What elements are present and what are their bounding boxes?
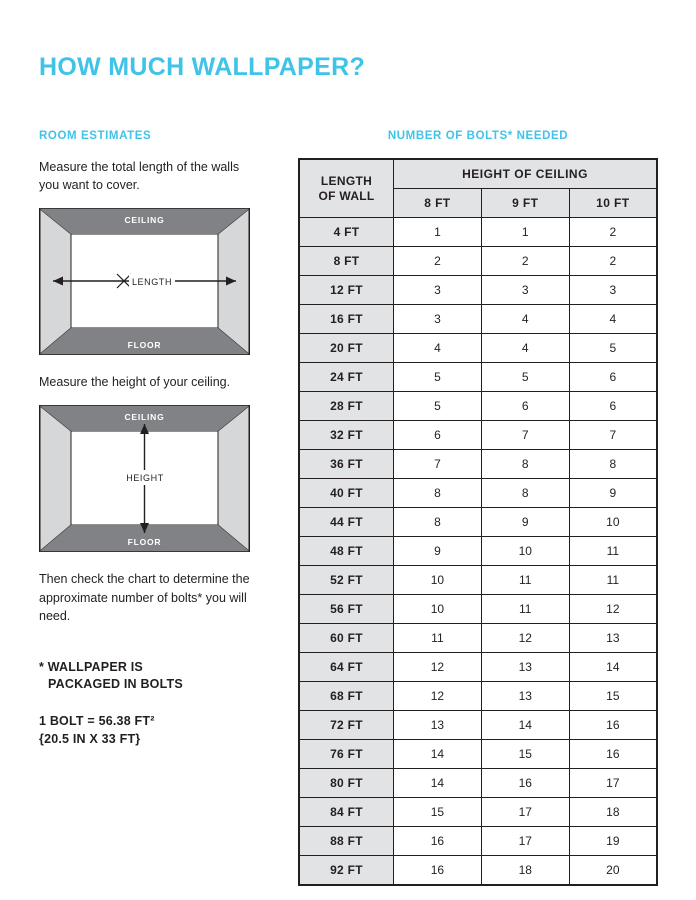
svg-text:HEIGHT: HEIGHT [126, 473, 164, 484]
table-row [299, 682, 657, 711]
table-row [299, 566, 657, 595]
svg-text:LENGTH: LENGTH [131, 277, 173, 288]
bolt-count-cell: 10 [394, 566, 482, 595]
bolt-count-cell: 16 [481, 769, 569, 798]
bolt-count-cell: 10 [394, 595, 482, 624]
bolts-table [298, 158, 658, 886]
row-label-length: 88 FT [299, 827, 394, 856]
row-label-length: 16 FT [299, 305, 394, 334]
table-heading: NUMBER OF BOLTS* NEEDED [387, 130, 569, 142]
row-label-length: 68 FT [299, 682, 394, 711]
corner-header-line-2: OF WALL [318, 188, 375, 203]
footnote-line-1: * WALLPAPER IS [39, 659, 143, 674]
bolt-count-cell: 11 [481, 566, 569, 595]
table-row [299, 856, 657, 886]
bolt-count-cell: 16 [394, 827, 482, 856]
bolt-count-cell: 10 [481, 537, 569, 566]
bolt-count-cell: 11 [569, 566, 657, 595]
svg-text:FLOOR: FLOOR [127, 340, 162, 351]
bolt-count-cell: 13 [481, 682, 569, 711]
row-label-length: 28 FT [299, 392, 394, 421]
table-header-row-1 [299, 159, 657, 189]
bolt-count-cell: 12 [394, 653, 482, 682]
bolt-count-cell: 13 [481, 653, 569, 682]
bolt-count-cell: 6 [394, 421, 482, 450]
bolt-count-cell: 16 [394, 856, 482, 886]
column-header-10ft: 10 FT [569, 189, 657, 218]
step-3-text: Then check the chart to determine the approximate number of bolts* you will need. [39, 572, 250, 623]
bolt-count-cell: 11 [569, 537, 657, 566]
bolt-size-note [39, 712, 259, 748]
table-row [299, 653, 657, 682]
row-label-length: 64 FT [299, 653, 394, 682]
table-row [299, 276, 657, 305]
room-diagram-length [39, 208, 250, 355]
bolt-count-cell: 12 [394, 682, 482, 711]
table-row [299, 450, 657, 479]
bolt-count-cell: 3 [569, 276, 657, 305]
table-row [299, 218, 657, 247]
table-row [299, 798, 657, 827]
column-header-8ft: 8 FT [394, 189, 482, 218]
row-label-length: 60 FT [299, 624, 394, 653]
table-row [299, 740, 657, 769]
bolt-count-cell: 4 [481, 334, 569, 363]
bolt-count-cell: 8 [481, 479, 569, 508]
svg-text:CEILING: CEILING [124, 412, 165, 423]
row-label-length: 8 FT [299, 247, 394, 276]
bolt-count-cell: 9 [569, 479, 657, 508]
table-row [299, 827, 657, 856]
bolt-count-cell: 5 [569, 334, 657, 363]
table-row [299, 247, 657, 276]
bolt-count-cell: 2 [394, 247, 482, 276]
bolt-count-cell: 12 [569, 595, 657, 624]
bolts-table-section [298, 130, 658, 886]
bolt-count-cell: 2 [569, 247, 657, 276]
row-label-length: 84 FT [299, 798, 394, 827]
bolt-count-cell: 3 [394, 276, 482, 305]
bolt-count-cell: 18 [481, 856, 569, 886]
row-label-length: 20 FT [299, 334, 394, 363]
bolt-size-line-2: {20.5 IN X 33 FT} [39, 731, 141, 746]
bolt-count-cell: 4 [569, 305, 657, 334]
bolt-count-cell: 10 [569, 508, 657, 537]
corner-header-length-of-wall [299, 159, 394, 218]
table-row [299, 711, 657, 740]
table-row [299, 595, 657, 624]
bolt-count-cell: 12 [481, 624, 569, 653]
bolt-count-cell: 9 [481, 508, 569, 537]
bolt-count-cell: 2 [569, 218, 657, 247]
table-row [299, 479, 657, 508]
table-body [299, 218, 657, 886]
table-row [299, 363, 657, 392]
table-row [299, 769, 657, 798]
bolt-count-cell: 1 [394, 218, 482, 247]
bolt-count-cell: 5 [394, 363, 482, 392]
bolt-count-cell: 17 [481, 827, 569, 856]
bolt-count-cell: 3 [394, 305, 482, 334]
row-label-length: 24 FT [299, 363, 394, 392]
column-header-9ft: 9 FT [481, 189, 569, 218]
bolt-count-cell: 6 [481, 392, 569, 421]
bolt-count-cell: 5 [394, 392, 482, 421]
bolt-count-cell: 8 [394, 508, 482, 537]
page-title: HOW MUCH WALLPAPER? [39, 52, 366, 81]
bolt-count-cell: 17 [569, 769, 657, 798]
bolt-count-cell: 19 [569, 827, 657, 856]
bolt-count-cell: 3 [481, 276, 569, 305]
bolt-count-cell: 13 [569, 624, 657, 653]
bolt-count-cell: 14 [394, 740, 482, 769]
footnote-wallpaper-bolts [39, 659, 259, 694]
svg-text:CEILING: CEILING [124, 215, 165, 226]
row-label-length: 36 FT [299, 450, 394, 479]
row-label-length: 40 FT [299, 479, 394, 508]
row-label-length: 80 FT [299, 769, 394, 798]
table-row [299, 508, 657, 537]
bolt-count-cell: 7 [569, 421, 657, 450]
room-estimates-column [39, 130, 259, 748]
row-label-length: 44 FT [299, 508, 394, 537]
row-label-length: 52 FT [299, 566, 394, 595]
step-2-text: Measure the height of your ceiling. [39, 375, 231, 390]
bolt-count-cell: 16 [569, 711, 657, 740]
bolt-count-cell: 18 [569, 798, 657, 827]
table-row [299, 537, 657, 566]
footnote-line-2: PACKAGED IN BOLTS [48, 677, 183, 692]
bolt-count-cell: 2 [481, 247, 569, 276]
row-label-length: 76 FT [299, 740, 394, 769]
row-label-length: 92 FT [299, 856, 394, 886]
row-label-length: 4 FT [299, 218, 394, 247]
bolt-count-cell: 8 [569, 450, 657, 479]
bolt-count-cell: 11 [481, 595, 569, 624]
bolt-count-cell: 9 [394, 537, 482, 566]
table-row [299, 624, 657, 653]
bolt-count-cell: 11 [394, 624, 482, 653]
bolt-count-cell: 16 [569, 740, 657, 769]
section-heading-room-estimates: ROOM ESTIMATES [39, 130, 152, 142]
bolt-count-cell: 15 [569, 682, 657, 711]
row-label-length: 32 FT [299, 421, 394, 450]
row-label-length: 56 FT [299, 595, 394, 624]
row-label-length: 12 FT [299, 276, 394, 305]
bolt-count-cell: 15 [394, 798, 482, 827]
step-1-text: Measure the total length of the walls you want to cover. [39, 160, 240, 193]
table-row [299, 421, 657, 450]
bolt-count-cell: 6 [569, 392, 657, 421]
bolt-count-cell: 15 [481, 740, 569, 769]
table-row [299, 334, 657, 363]
bolt-count-cell: 7 [394, 450, 482, 479]
room-diagram-height [39, 405, 250, 552]
svg-text:FLOOR: FLOOR [127, 537, 162, 548]
bolt-count-cell: 20 [569, 856, 657, 886]
bolt-count-cell: 5 [481, 363, 569, 392]
table-row [299, 305, 657, 334]
bolt-count-cell: 1 [481, 218, 569, 247]
bolt-count-cell: 8 [394, 479, 482, 508]
group-header-height-of-ceiling: HEIGHT OF CEILING [394, 159, 658, 189]
row-label-length: 72 FT [299, 711, 394, 740]
bolt-count-cell: 8 [481, 450, 569, 479]
corner-header-line-1: LENGTH [320, 174, 373, 189]
bolt-count-cell: 14 [481, 711, 569, 740]
table-header [299, 159, 657, 218]
bolt-count-cell: 7 [481, 421, 569, 450]
bolt-count-cell: 13 [394, 711, 482, 740]
bolt-count-cell: 17 [481, 798, 569, 827]
bolt-count-cell: 14 [394, 769, 482, 798]
bolt-count-cell: 4 [394, 334, 482, 363]
bolt-size-line-1: 1 BOLT = 56.38 FT² [39, 713, 155, 728]
bolt-count-cell: 14 [569, 653, 657, 682]
bolt-count-cell: 4 [481, 305, 569, 334]
bolt-count-cell: 6 [569, 363, 657, 392]
row-label-length: 48 FT [299, 537, 394, 566]
table-row [299, 392, 657, 421]
